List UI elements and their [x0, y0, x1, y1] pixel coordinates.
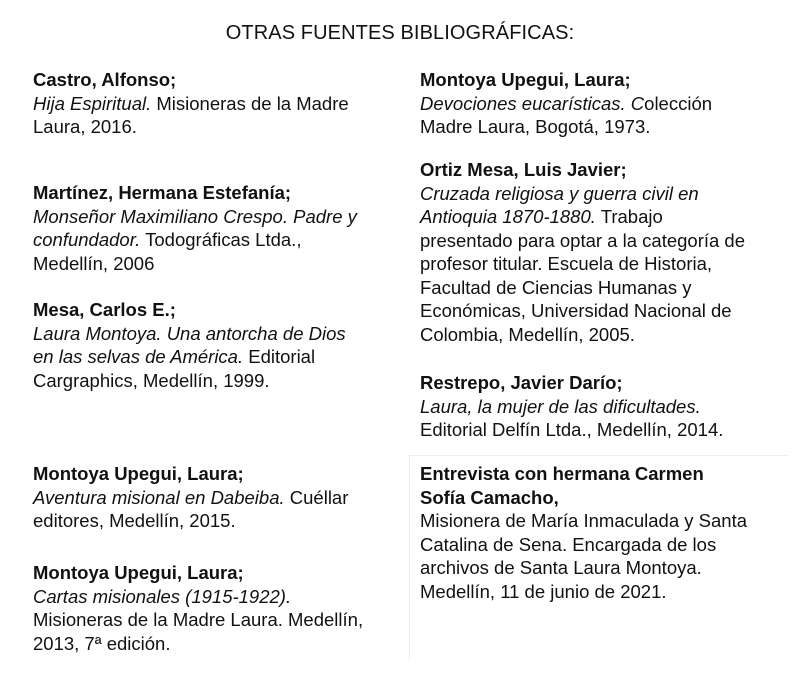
entry-author: Montoya Upegui, Laura;: [420, 69, 631, 90]
entry-line: Económicas, Universidad Nacional de: [420, 300, 732, 321]
entry-author: Montoya Upegui, Laura;: [33, 562, 244, 583]
entry-line: Medellín, 11 de junio de 2021.: [420, 580, 667, 602]
entry-line: Monseñor Maximiliano Crespo. Padre y: [33, 205, 357, 227]
bib-entry: [33, 561, 405, 655]
divider: [409, 455, 789, 456]
entry-line: Laura, la mujer de las dificultades.: [420, 395, 701, 417]
bib-entry: [420, 158, 790, 346]
bib-entry: [420, 462, 790, 603]
entry-line: archivos de Santa Laura Montoya.: [420, 557, 702, 578]
bib-entry: [420, 371, 790, 442]
entry-author: Montoya Upegui, Laura;: [33, 463, 244, 484]
bib-entry: [33, 462, 405, 533]
entry-line: Misioneras de la Madre Laura. Medellín,: [33, 609, 364, 630]
entry-line: Laura, 2016.: [33, 116, 137, 137]
entry-line: Antioquia 1870-1880. Trabajo: [420, 206, 663, 227]
entry-line: Colombia, Medellín, 2005.: [420, 323, 635, 345]
entry-line: editores, Medellín, 2015.: [33, 510, 236, 531]
entry-line: Madre Laura, Bogotá, 1973.: [420, 116, 651, 137]
entry-author: Entrevista con hermana Carmen: [420, 463, 704, 484]
entry-author: Mesa, Carlos E.;: [33, 299, 176, 320]
bib-entry: [33, 181, 405, 275]
entry-author-continued: Sofía Camacho,: [420, 486, 559, 508]
entry-line: Catalina de Sena. Encargada de los: [420, 533, 717, 555]
entry-line: profesor titular. Escuela de Historia,: [420, 253, 713, 274]
divider: [409, 455, 410, 660]
entry-line: en las selvas de América. Editorial: [33, 346, 316, 367]
bib-entry: [33, 298, 405, 392]
page-title: OTRAS FUENTES BIBLIOGRÁFICAS:: [225, 22, 575, 44]
bib-entry: [420, 68, 790, 139]
entry-line: Devociones eucarísticas. Colección: [420, 92, 713, 114]
entry-line: Misionera de María Inmaculada y Santa: [420, 510, 748, 531]
entry-line: 2013, 7ª edición.: [33, 632, 171, 654]
bib-entry: [33, 68, 405, 139]
entry-author: Castro, Alfonso;: [33, 69, 177, 90]
entry-line: Medellín, 2006: [33, 252, 155, 274]
entry-line: confundador. Todográficas Ltda.,: [33, 229, 302, 250]
entry-author: Ortiz Mesa, Luis Javier;: [420, 159, 627, 180]
entry-line: Cartas misionales (1915-1922).: [33, 585, 292, 607]
entry-line: Aventura misional en Dabeiba. Cuéllar: [33, 486, 349, 508]
entry-line: Hija Espiritual. Misioneras de la Madre: [33, 92, 349, 114]
entry-line: Cargraphics, Medellín, 1999.: [33, 369, 270, 391]
entry-line: Editorial Delfín Ltda., Medellín, 2014.: [420, 419, 724, 440]
entry-line: Cruzada religiosa y guerra civil en: [420, 182, 699, 204]
entry-line: Facultad de Ciencias Humanas y: [420, 276, 692, 298]
entry-author: Martínez, Hermana Estefanía;: [33, 182, 292, 203]
entry-line: presentado para optar a la categoría de: [420, 229, 746, 251]
entry-line: Laura Montoya. Una antorcha de Dios: [33, 322, 346, 344]
entry-author: Restrepo, Javier Darío;: [420, 372, 623, 393]
